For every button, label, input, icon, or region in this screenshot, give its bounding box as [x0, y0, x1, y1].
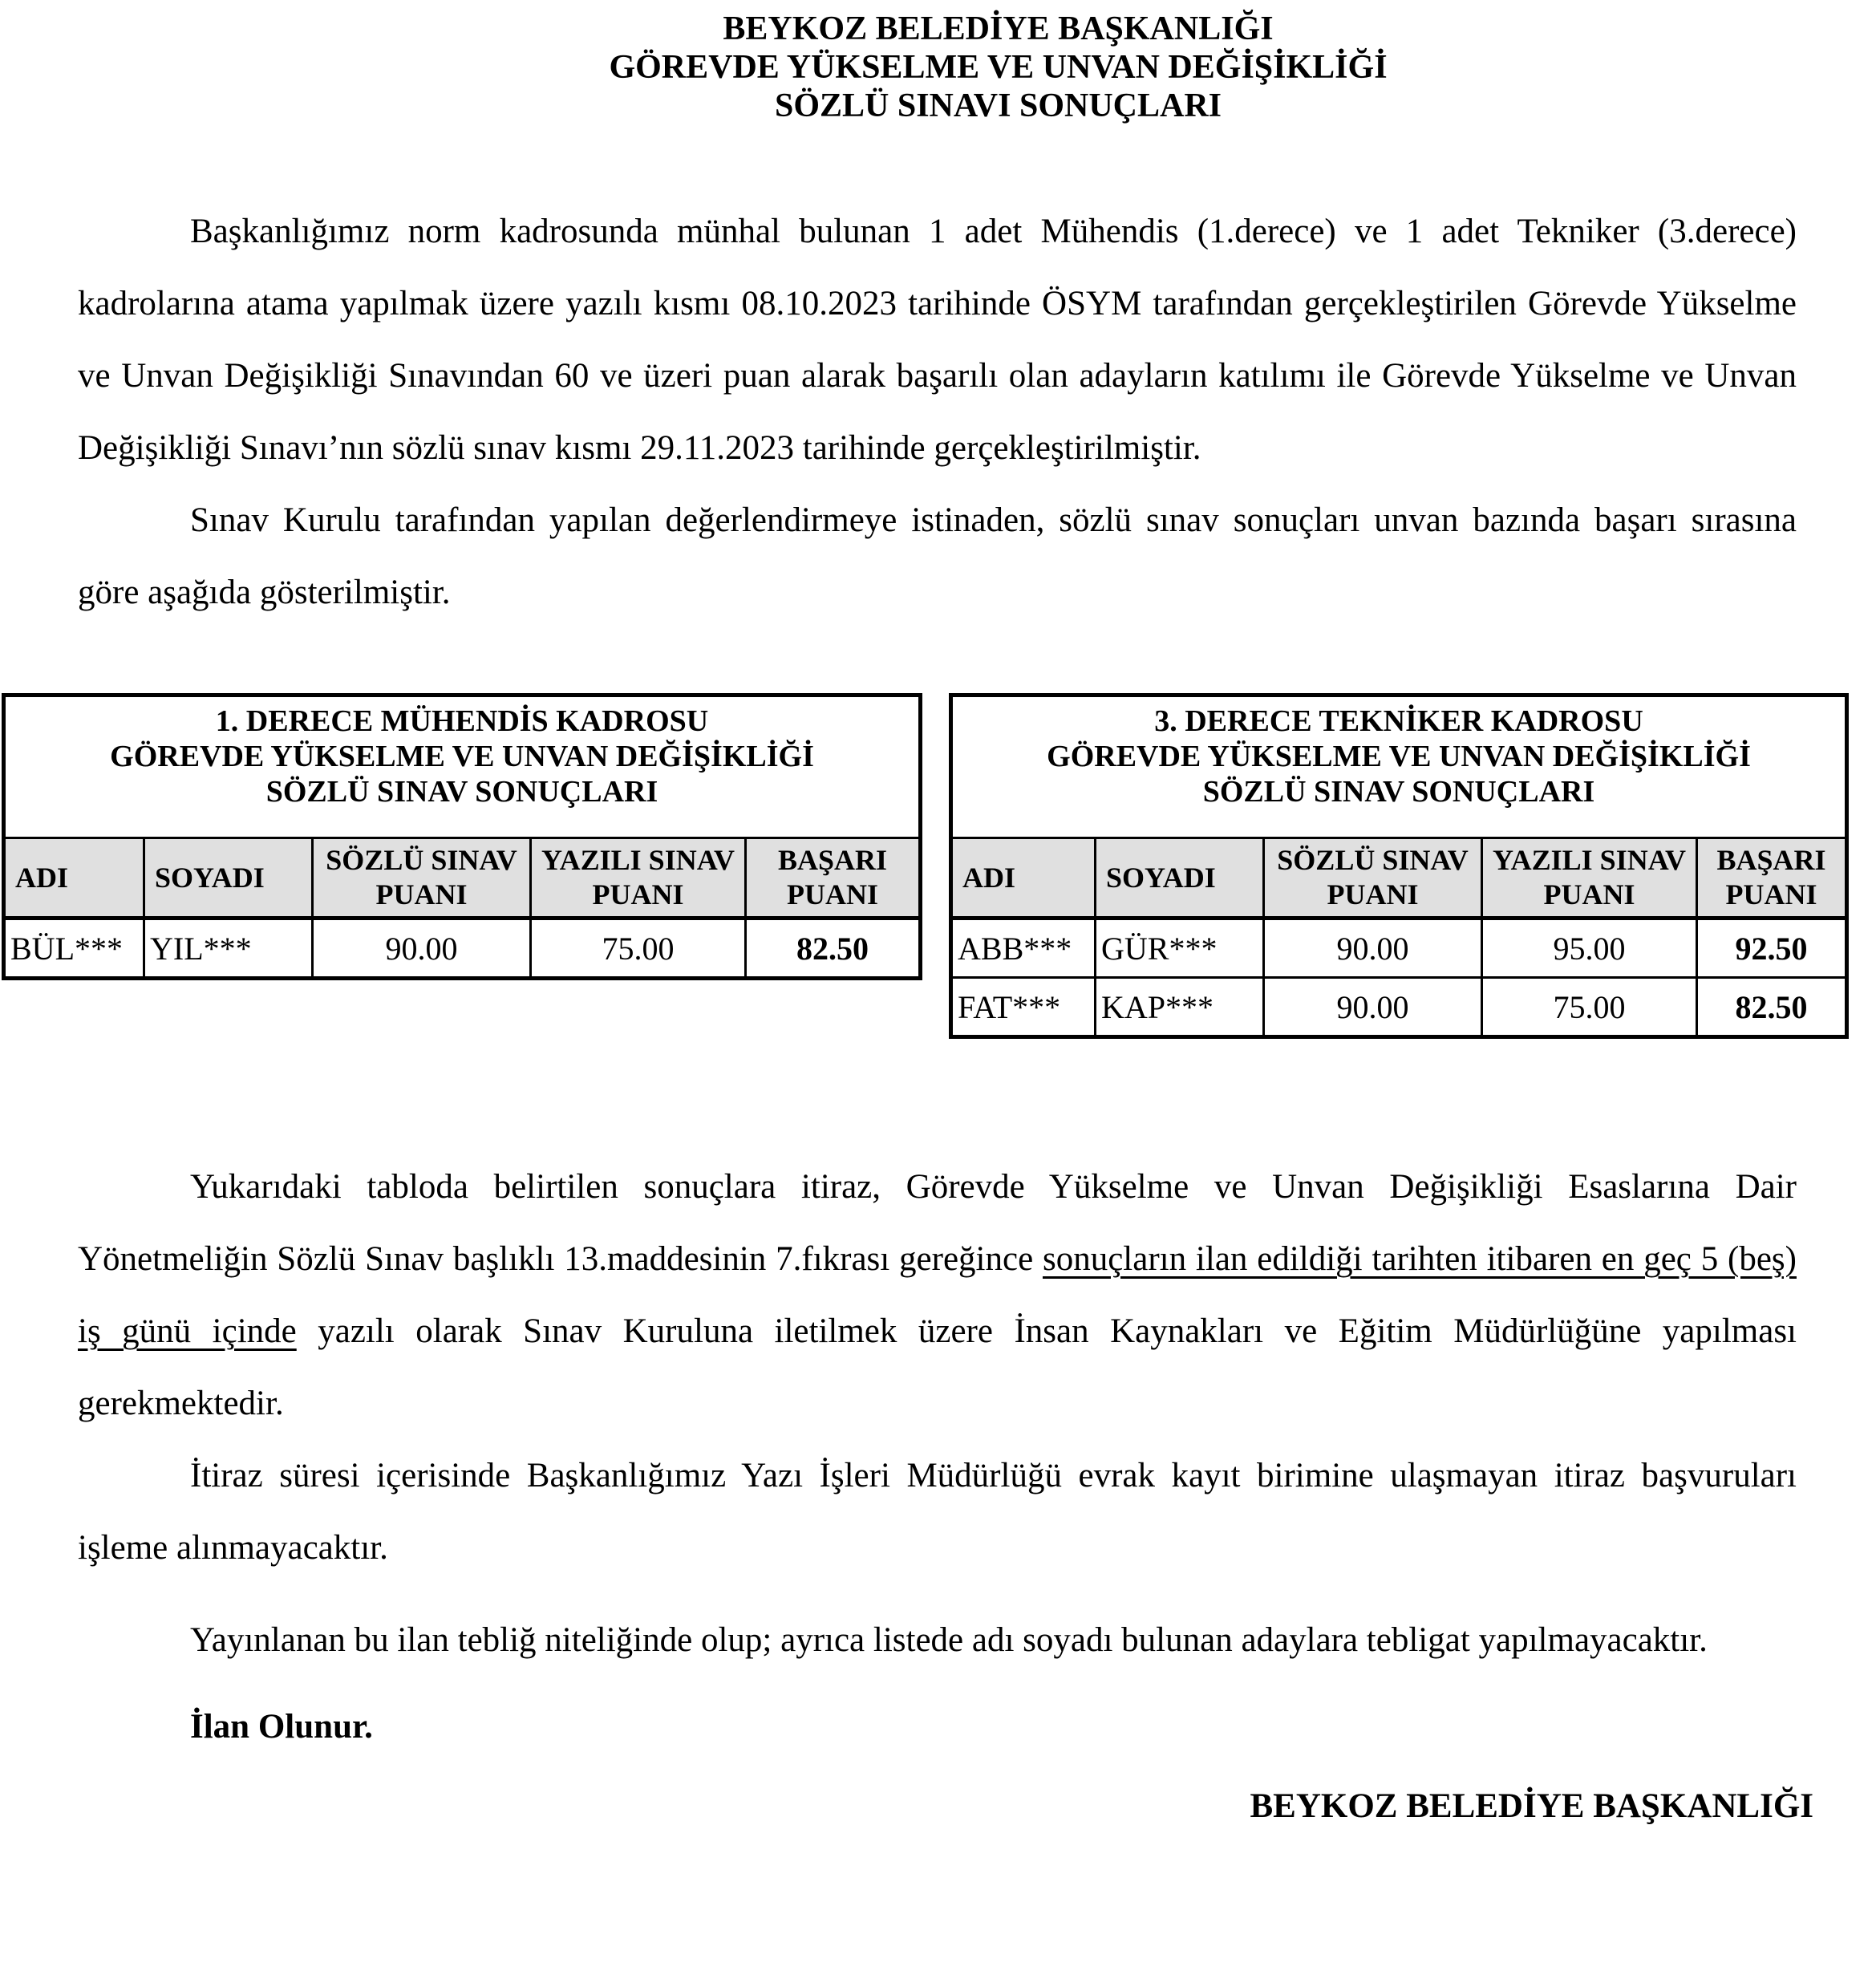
closing-statement: İlan Olunur.	[190, 1708, 373, 1746]
cell-basari-puani: 82.50	[1697, 978, 1847, 1037]
table-tekniker-title-row	[951, 696, 1847, 838]
cell-basari-puani: 92.50	[1697, 919, 1847, 978]
column-header-adi: ADI	[951, 838, 1096, 919]
table-muhendis-title-line-2: GÖREVDE YÜKSELME VE UNVAN DEĞİŞİKLİĞİ	[110, 740, 814, 773]
table-muhendis-results	[2, 693, 922, 980]
paragraph-intro: Başkanlığımız norm kadrosunda münhal bulunan 1 adet Mühendis (1.derece) ve 1 adet Tekniker (3.derece) kadrolarına atama yapılmak üzere yazılı kısmı 08.10.2023 tarihinde ÖSYM tarafından gerçekleştirilen Görevde Yükselme ve Unvan Değişikliği Sınavından 60 ve üzeri puan alarak başarılı olan adayların katılımı ile Görevde Yükselme ve Unvan Değişikliği Sınavı’nın sözlü sınav kısmı 29.11.2023 tarihinde gerçekleştirilmiştir.	[78, 213, 1797, 467]
document-title-line-1: BEYKOZ BELEDİYE BAŞKANLIĞI	[723, 10, 1274, 47]
objection-deadline-underlined: sonuçların ilan edildiği tarihten itibaren en geç 5 (beş) iş günü içinde	[78, 1240, 1797, 1350]
table-muhendis-title-line-1: 1. DERECE MÜHENDİS KADROSU	[215, 704, 709, 738]
column-header-soyadi: SOYADI	[1096, 838, 1264, 919]
objection-text-before: Yukarıdaki tabloda belirtilen sonuçlara itiraz, Görevde Yükselme ve Unvan Değişikliği Esaslarına Dair Yönetmeliğin Sözlü Sınav başlıklı 13.maddesinin 7.fıkrası gereğince	[78, 1168, 1797, 1278]
table-row	[951, 919, 1847, 978]
paragraph-late-objections: İtiraz süresi içerisinde Başkanlığımız Yazı İşleri Müdürlüğü evrak kayıt birimine ulaşmayan itiraz başvuruları işleme alınmayacaktır.	[78, 1457, 1797, 1567]
document-title-line-3: SÖZLÜ SINAVI SONUÇLARI	[774, 87, 1222, 124]
cell-adi: FAT***	[951, 978, 1096, 1037]
cell-yazili-puani: 75.00	[531, 919, 746, 979]
document-title-line-2: GÖREVDE YÜKSELME VE UNVAN DEĞİŞİKLİĞİ	[609, 49, 1388, 86]
table-tekniker-title	[951, 696, 1847, 838]
column-header-yazili-sinav-puani: YAZILI SINAV PUANI	[531, 838, 746, 919]
cell-sozlu-puani: 90.00	[1264, 978, 1482, 1037]
table-muhendis-header-row	[4, 838, 921, 919]
paragraph-objection	[78, 1151, 1797, 1440]
cell-sozlu-puani: 90.00	[1264, 919, 1482, 978]
paragraph-evaluation: Sınav Kurulu tarafından yapılan değerlendirmeye istinaden, sözlü sınav sonuçları unvan bazında başarı sırasına göre aşağıda gösterilmiştir.	[78, 501, 1797, 611]
signature-authority: BEYKOZ BELEDİYE BAŞKANLIĞI	[1250, 1787, 1813, 1825]
column-header-yazili-sinav-puani: YAZILI SINAV PUANI	[1482, 838, 1697, 919]
cell-soyadi: GÜR***	[1096, 919, 1264, 978]
cell-soyadi: KAP***	[1096, 978, 1264, 1037]
column-header-soyadi: SOYADI	[144, 838, 313, 919]
results-tables	[0, 693, 1876, 1039]
paragraph-notification: Yayınlanan bu ilan tebliğ niteliğinde olup; ayrıca listede adı soyadı bulunan adaylara tebligat yapılmayacaktır.	[190, 1621, 1708, 1659]
table-row	[4, 919, 921, 979]
document-title	[0, 0, 1876, 125]
column-header-sozlu-sinav-puani: SÖZLÜ SINAV PUANI	[1264, 838, 1482, 919]
table-tekniker-title-line-1: 3. DERECE TEKNİKER KADROSU	[1154, 704, 1643, 738]
table-tekniker-results	[949, 693, 1849, 1039]
table-muhendis-title	[4, 696, 921, 838]
objection-text-after: yazılı olarak Sınav Kuruluna iletilmek üzere İnsan Kaynakları ve Eğitim Müdürlüğüne yapılması gerekmektedir.	[78, 1312, 1797, 1422]
column-header-basari-puani: BAŞARI PUANI	[1697, 838, 1847, 919]
column-header-basari-puani: BAŞARI PUANI	[746, 838, 921, 919]
table-tekniker-title-line-2: GÖREVDE YÜKSELME VE UNVAN DEĞİŞİKLİĞİ	[1047, 740, 1751, 773]
column-header-adi: ADI	[4, 838, 144, 919]
table-muhendis-title-line-3: SÖZLÜ SINAV SONUÇLARI	[265, 775, 658, 809]
cell-adi: BÜL***	[4, 919, 144, 979]
cell-soyadi: YIL***	[144, 919, 313, 979]
table-tekniker-header-row	[951, 838, 1847, 919]
cell-basari-puani: 82.50	[746, 919, 921, 979]
table-tekniker-title-line-3: SÖZLÜ SINAV SONUÇLARI	[1202, 775, 1595, 809]
cell-adi: ABB***	[951, 919, 1096, 978]
cell-yazili-puani: 95.00	[1482, 919, 1697, 978]
table-muhendis-title-row	[4, 696, 921, 838]
cell-yazili-puani: 75.00	[1482, 978, 1697, 1037]
table-row	[951, 978, 1847, 1037]
column-header-sozlu-sinav-puani: SÖZLÜ SINAV PUANI	[313, 838, 531, 919]
cell-sozlu-puani: 90.00	[313, 919, 531, 979]
